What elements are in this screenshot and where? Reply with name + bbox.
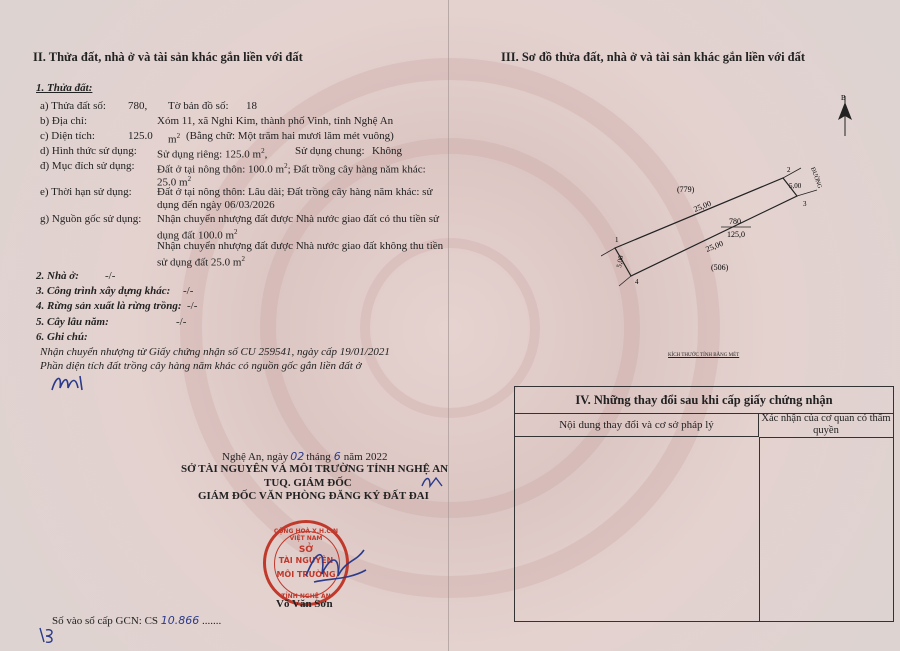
notes-heading: 6. Ghi chú: [36, 331, 88, 343]
issuing-department: SỞ TÀI NGUYÊN VÀ MÔI TRƯỜNG TỈNH NGHỆ AN [181, 463, 449, 475]
house-heading: 2. Nhà ở: [36, 270, 79, 282]
section-2-title: II. Thửa đất, nhà ở và tài sản khác gắn liền với đất [33, 50, 303, 64]
north-arrow-icon [832, 92, 858, 140]
planted-forest-heading: 4. Rừng sản xuất là rừng trồng: [36, 300, 182, 312]
area-value: 125.0 [128, 130, 153, 142]
planted-forest-value: -/- [187, 300, 198, 312]
note-line-2: Phần diện tích đất trồng cây hàng năm khác có nguồn gốc gắn liền đất ở [40, 360, 362, 372]
corner-1: 1 [615, 236, 619, 244]
handwritten-mark [36, 624, 56, 646]
map-sheet-label: Tờ bản đồ số: [168, 100, 229, 112]
parcel-heading: 1. Thửa đất: [36, 82, 93, 94]
perennial-trees-value: -/- [176, 316, 187, 328]
length-bottom: 25,00 [704, 238, 725, 254]
origin-value-line1: Nhận chuyển nhượng đất được Nhà nước giao đất có thu tiền sử [157, 213, 440, 225]
issue-date: Nghệ An, ngày 02 tháng 6 năm 2022 [222, 450, 388, 463]
note-line-1: Nhận chuyển nhượng từ Giấy chứng nhận số CU 259541, ngày cấp 19/01/2021 [40, 346, 390, 358]
parcel-number-label: 780 [729, 217, 741, 226]
official-red-stamp: CỘNG HOÀ X.H.C.N VIỆT NAM SỞ TÀI NGUYÊN MÔI TRƯỜNG TỈNH NGHỆ AN [263, 520, 349, 606]
common-use-label: Sử dụng chung: [295, 145, 365, 157]
director-title: GIÁM ĐỐC VĂN PHÒNG ĐĂNG KÝ ĐẤT ĐAI [198, 490, 429, 502]
other-construction-heading: 3. Công trình xây dựng khác: [36, 285, 171, 297]
changes-content-header: Nội dung thay đổi và cơ sở pháp lý [515, 413, 759, 437]
corner-4: 4 [635, 278, 639, 286]
parcel-diagram [601, 160, 831, 300]
parcel-number-label: a) Thửa đất số: [40, 100, 106, 112]
signer-name: Võ Văn Sơn [276, 598, 333, 610]
common-use-value: Không [372, 145, 402, 157]
use-form-label: d) Hình thức sử dụng: [40, 145, 137, 157]
length-top: 25,00 [692, 198, 713, 214]
term-label: e) Thời hạn sử dụng: [40, 186, 132, 198]
origin-label: g) Nguồn gốc sử dụng: [40, 213, 142, 225]
director-signature [300, 540, 370, 590]
neighbor-parcel-506: (506) [711, 263, 729, 272]
purpose-value-line2: 25.0 $m^2$ [157, 175, 192, 189]
corner-3: 3 [803, 200, 807, 208]
length-right: 5,00 [789, 182, 802, 190]
address-value: Xóm 11, xã Nghi Kim, thành phố Vinh, tỉnh Nghệ An [157, 115, 394, 127]
house-value: -/- [105, 270, 116, 282]
origin-value-line4: sử dụng đất 25.0 $m^2$ [157, 255, 245, 269]
origin-value-line2: dụng đất 100.0 $m^2$ [157, 228, 238, 242]
purpose-value-line1: Đất ở tại nông thôn: 100.0 $m^2$; Đất trồng cây hàng năm khác: [157, 162, 426, 176]
use-form-value: Sử dụng riêng: 125.0 $m^2$, [157, 147, 268, 161]
address-label: b) Địa chỉ: [40, 115, 88, 127]
neighbor-parcel-779: (779) [677, 185, 695, 194]
authority-confirmation-header: Xác nhận của cơ quan có thẩm quyền [759, 413, 893, 438]
authorization-line: TUQ. GIÁM ĐỐC [264, 477, 352, 489]
scale-note: KÍCH THƯỚC TÍNH BẰNG MÉT [668, 353, 740, 358]
background-drum-pattern-core [360, 238, 540, 418]
purpose-label: đ) Mục đích sử dụng: [40, 160, 135, 172]
origin-value-line3: Nhận chuyển nhượng đất được Nhà nước giao đất không thu tiền [157, 240, 444, 252]
area-unit: $m^2$ [168, 132, 181, 146]
perennial-trees-heading: 5. Cây lâu năm: [36, 316, 109, 328]
road-label: ĐƯỜNG [809, 166, 823, 190]
section-3-title: III. Sơ đồ thửa đất, nhà ở và tài sản khác gắn liền với đất [501, 50, 806, 64]
section-4-title: IV. Những thay đổi sau khi cấp giấy chứng nhận [515, 387, 893, 414]
changes-table [514, 386, 894, 622]
registration-number: Số vào sổ cấp GCN: CS 10.866 ....... [52, 614, 222, 627]
area-label: c) Diện tích: [40, 130, 95, 142]
svg-text:B: B [841, 94, 846, 102]
area-in-words: (Bằng chữ: Một trăm hai mươi lăm mét vuông) [186, 130, 394, 142]
other-construction-value: -/- [183, 285, 194, 297]
initials-mark [420, 474, 446, 490]
handwritten-initials [48, 370, 88, 396]
term-value-line2: dụng đến ngày 06/03/2026 [157, 199, 275, 211]
map-sheet-value: 18 [246, 100, 257, 112]
length-left: 5,00 [615, 254, 626, 269]
parcel-number-value: 780, [128, 100, 148, 112]
parcel-area-label: 125,0 [727, 230, 745, 239]
corner-2: 2 [787, 166, 791, 174]
term-value-line1: Đất ở tại nông thôn: Lâu dài; Đất trồng cây hàng năm khác: sử [157, 186, 433, 198]
